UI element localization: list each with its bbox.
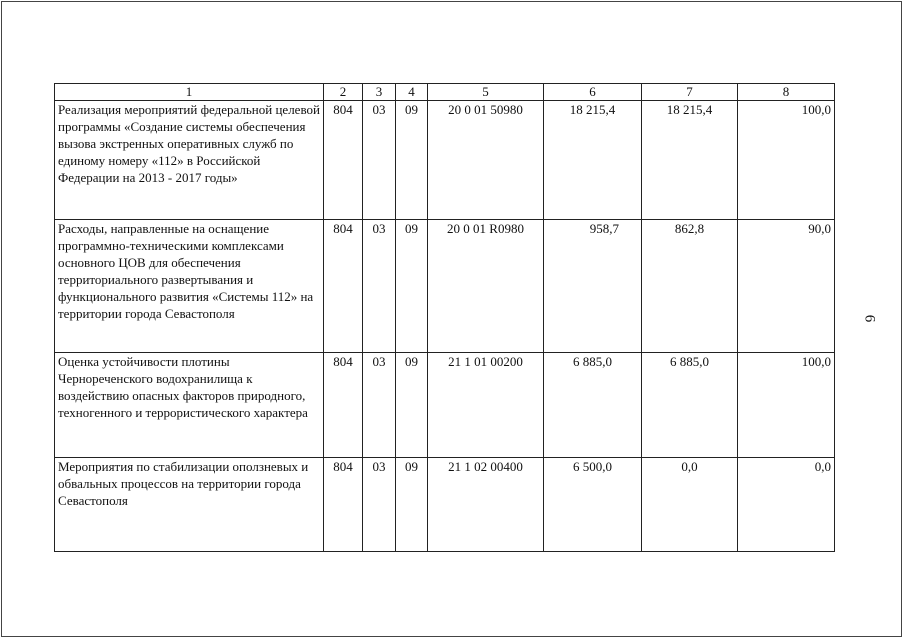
- row-value-8: 100,0: [738, 101, 835, 220]
- table-row: [55, 101, 835, 220]
- row-description: Реализация мероприятий федеральной целевой программы «Создание системы обеспечения вызова экстренных оперативных служб по единому номеру «112» в Российской Федерации на 2013 - 2017 годы»: [55, 101, 324, 220]
- row-code-2: 804: [324, 220, 363, 353]
- row-value-8: 90,0: [738, 220, 835, 353]
- row-value-8: 0,0: [738, 458, 835, 552]
- row-description: Оценка устойчивости плотины Чернореченского водохранилища к воздействию опасных факторов природного, техногенного и террористического характера: [55, 353, 324, 458]
- row-value-6: 958,7: [544, 220, 642, 353]
- row-code-3: 03: [363, 458, 396, 552]
- row-value-6: 18 215,4: [544, 101, 642, 220]
- table-header-row: [55, 84, 835, 101]
- row-code-4: 09: [396, 353, 428, 458]
- row-value-6: 6 500,0: [544, 458, 642, 552]
- row-value-7: 862,8: [642, 220, 738, 353]
- row-description: Расходы, направленные на оснащение программно-техническими комплексами основного ЦОВ для обеспечения территориального развертывания и функционального развития «Системы 112» на территории города Севастополя: [55, 220, 324, 353]
- header-cell-1: 1: [55, 84, 324, 101]
- header-cell-7: 7: [642, 84, 738, 101]
- row-value-6: 6 885,0: [544, 353, 642, 458]
- row-code-3: 03: [363, 220, 396, 353]
- table-row: [55, 220, 835, 353]
- page-number: 6: [861, 314, 878, 323]
- row-description: Мероприятия по стабилизации оползневых и обвальных процессов на территории города Севастополя: [55, 458, 324, 552]
- row-code-2: 804: [324, 101, 363, 220]
- row-code-2: 804: [324, 353, 363, 458]
- row-code-2: 804: [324, 458, 363, 552]
- header-cell-5: 5: [428, 84, 544, 101]
- row-value-7: 18 215,4: [642, 101, 738, 220]
- row-code-3: 03: [363, 101, 396, 220]
- row-code-4: 09: [396, 458, 428, 552]
- table-row: [55, 353, 835, 458]
- table-row: [55, 458, 835, 552]
- row-code-4: 09: [396, 220, 428, 353]
- row-code-5: 21 1 02 00400: [428, 458, 544, 552]
- row-code-5: 20 0 01 50980: [428, 101, 544, 220]
- row-code-3: 03: [363, 353, 396, 458]
- row-code-4: 09: [396, 101, 428, 220]
- header-cell-4: 4: [396, 84, 428, 101]
- row-value-7: 6 885,0: [642, 353, 738, 458]
- row-value-7: 0,0: [642, 458, 738, 552]
- header-cell-8: 8: [738, 84, 835, 101]
- row-value-8: 100,0: [738, 353, 835, 458]
- row-code-5: 21 1 01 00200: [428, 353, 544, 458]
- budget-table: [54, 83, 835, 552]
- header-cell-2: 2: [324, 84, 363, 101]
- row-code-5: 20 0 01 R0980: [428, 220, 544, 353]
- header-cell-3: 3: [363, 84, 396, 101]
- header-cell-6: 6: [544, 84, 642, 101]
